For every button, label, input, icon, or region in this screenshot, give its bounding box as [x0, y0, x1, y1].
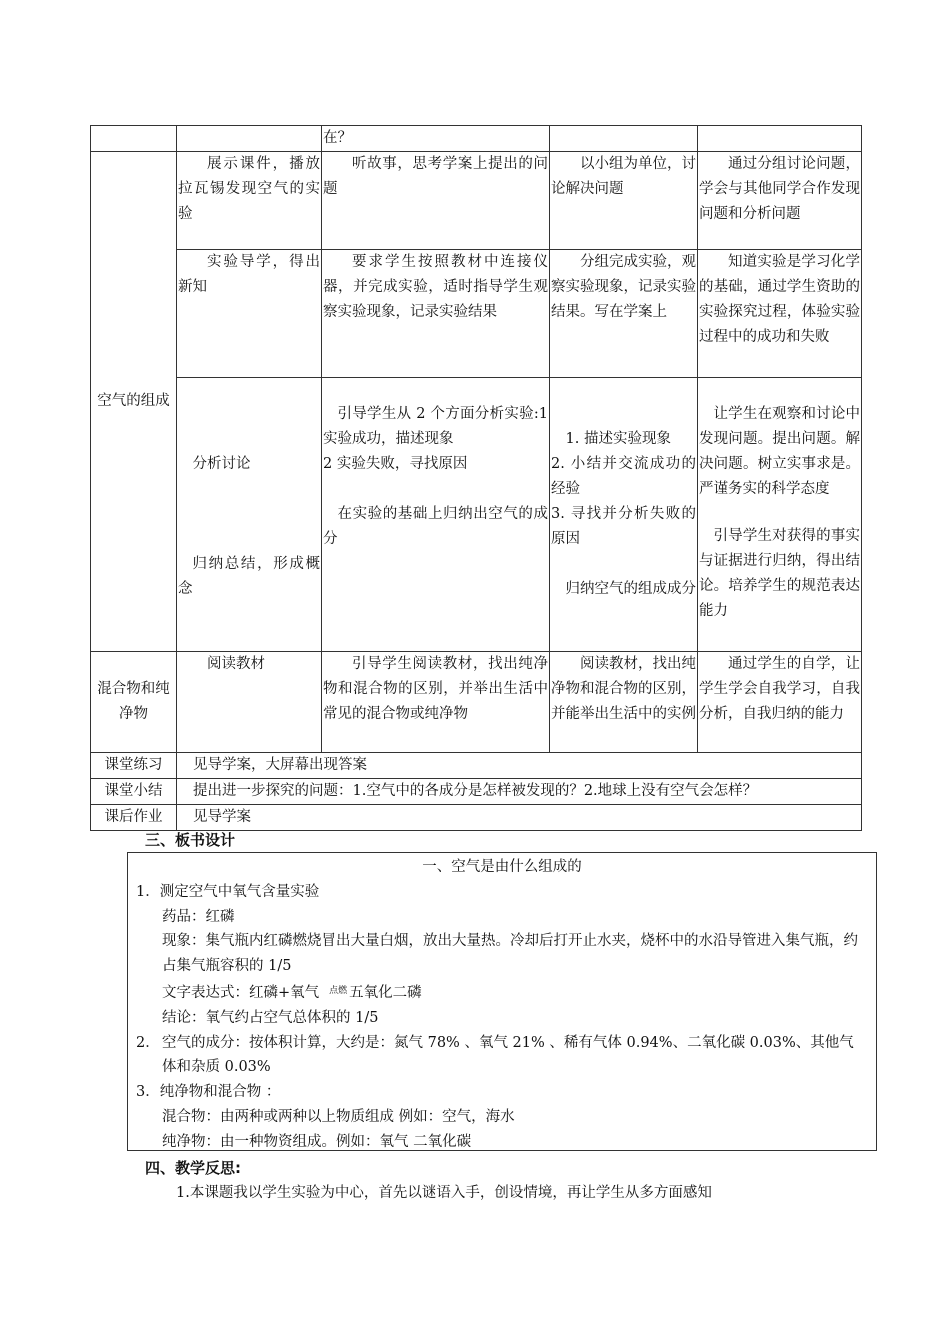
board-equation: 文字表达式：红磷+氧气 $^{点燃}$ 五氧化二磷: [162, 984, 422, 1001]
board-item-2: 2． 空气的成分：按体积计算，大约是：氮气 78% 、氧气 21% 、稀有气体 0.94%、二氧化碳 0.03%、其他气体和杂质 0.03%: [136, 1034, 854, 1076]
cell-text: 分析讨论: [192, 456, 251, 472]
cell-text: 听故事，思考学案上提出的问题: [322, 152, 550, 250]
cell-text: 阅读教材: [177, 652, 322, 753]
cell-text: 见导学案，大屏幕出现答案: [177, 753, 862, 779]
board-drug: 药品：红磷: [162, 908, 235, 925]
cell-text: 要求学生按照教材中连接仪器，并完成实验，适时指导学生观察实验现象，记录实验结果: [322, 250, 550, 378]
board-title: 一、空气是由什么组成的: [422, 859, 582, 875]
cell-text: 在？: [322, 126, 550, 152]
table-row: [91, 805, 862, 831]
reflection-text: 1.本课题我以学生实验为中心，首先以谜语入手，创设情境，再让学生从多方面感知: [176, 1185, 712, 1201]
row-label: 课后作业: [91, 805, 177, 831]
cell-text: 引导学生对获得的事实与证据进行归纳，得出结论。培养学生的规范表达能力: [699, 528, 860, 619]
cell-text: 引导学生阅读教材，找出纯净物和混合物的区别，并举出生活中常见的混合物或纯净物: [322, 652, 550, 753]
reaction-condition: 点燃: [329, 985, 348, 996]
cell-text: 知道实验是学习化学的基础，通过学生资助的实验探究过程，体验实验过程中的成功和失败: [698, 250, 862, 378]
cell-text: 阅读教材，找出纯净物和混合物的区别，并能举出生活中的实例: [550, 652, 698, 753]
table-row: [91, 652, 862, 753]
board-conclusion: 结论：氧气约占空气总体积的 1/5: [162, 1009, 379, 1026]
table-row: [91, 378, 862, 652]
cell-text: 归纳总结，形成概念: [178, 556, 320, 597]
cell-text: 分组完成实验，观察实验现象，记录实验结果。写在学案上: [550, 250, 698, 378]
board-mixture: 混合物：由两种或两种以上物质组成 例如：空气，海水: [162, 1108, 515, 1125]
cell-text: 让学生在观察和讨论中发现问题。提出问题。解决问题。树立实事求是。严谨务实的科学态度: [699, 406, 860, 497]
board-item-1: 1．测定空气中氧气含量实验: [136, 883, 320, 900]
cell-text: 归纳空气的组成成分: [565, 581, 696, 597]
cell-text: 1. 描述实验现象: [565, 431, 671, 447]
section-label: 空气的组成: [91, 152, 177, 652]
cell-text: 通过学生的自学，让学生学会自我学习，自我分析，自我归纳的能力: [698, 652, 862, 753]
cell-text: 通过分组讨论问题，学会与其他同学合作发现问题和分析问题: [698, 152, 862, 250]
table-row: [91, 126, 862, 152]
board-item-3: 3．纯净物和混合物 ：: [136, 1084, 281, 1101]
cell-text: 2 实验失败，寻找原因: [323, 456, 468, 472]
cell-text: 见导学案: [177, 805, 862, 831]
cell-text: 2. 小结并交流成功的经验: [551, 456, 696, 497]
row-label: 课堂小结: [91, 779, 177, 805]
board-design-box: [127, 852, 877, 1151]
table-row: [91, 250, 862, 378]
row-label: 课堂练习: [91, 753, 177, 779]
cell-text: 提出进一步探究的问题：1.空气中的各成分是怎样被发现的？2.地球上没有空气会怎样？: [177, 779, 862, 805]
cell-text: 在实验的基础上归纳出空气的成分: [323, 506, 548, 547]
cell-text: 展示课件，播放拉瓦锡发现空气的实验: [177, 152, 322, 250]
cell-text: 以小组为单位，讨论解决问题: [550, 152, 698, 250]
table-row: [91, 152, 862, 250]
table-row: [91, 753, 862, 779]
board-pure: 纯净物：由一种物资组成。例如：氧气 二氧化碳: [162, 1133, 472, 1150]
board-design-heading: 三、板书设计: [145, 831, 236, 849]
lesson-plan-table: [90, 125, 862, 831]
cell-text: 3. 寻找并分析失败的原因: [551, 506, 696, 547]
board-phenomenon: 现象：集气瓶内红磷燃烧冒出大量白烟，放出大量热。冷却后打开止水夹，烧杯中的水沿导管进入集气瓶，约占集气瓶容积的 1/5: [162, 933, 858, 975]
cell-text: 引导学生从 2 个方面分析实验:1 实验成功，描述现象: [323, 406, 548, 447]
cell-text: 实验导学，得出新知: [177, 250, 322, 378]
section-label: 混合物和纯净物: [91, 652, 177, 753]
table-row: [91, 779, 862, 805]
reflection-heading: 四、教学反思:: [145, 1159, 241, 1177]
